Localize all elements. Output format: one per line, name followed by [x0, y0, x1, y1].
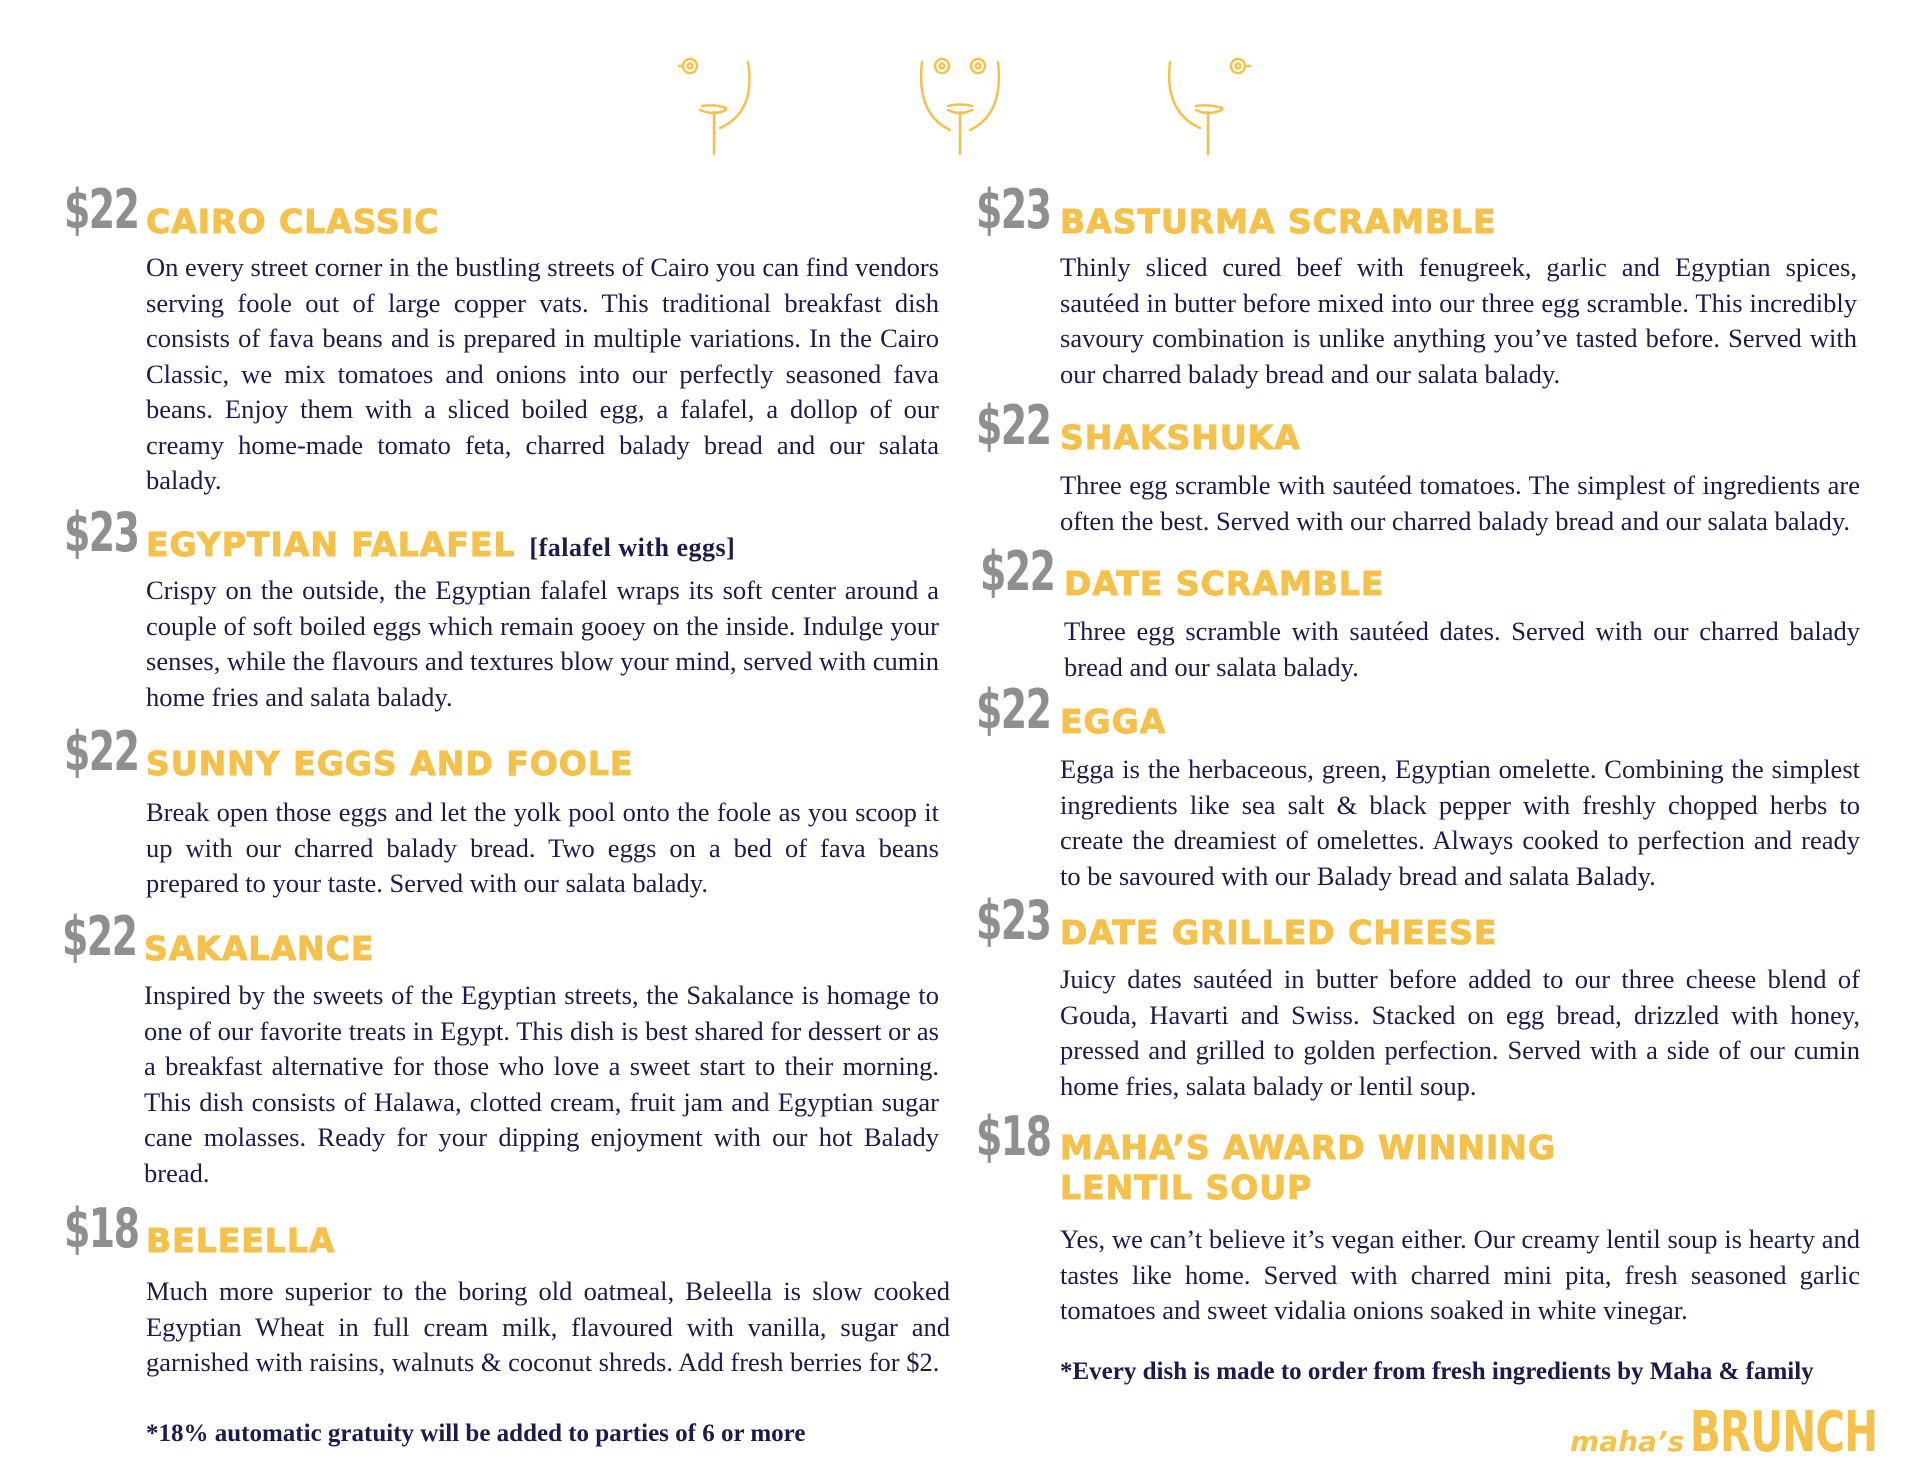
item-description: Three egg scramble with sautéed dates. Served with our charred balady bread and our salata balady.	[1064, 616, 1860, 682]
faces-logo-icon	[660, 44, 1260, 164]
item-price: $22	[64, 178, 139, 241]
item-description: Much more superior to the boring old oatmeal, Beleella is slow cooked Egyptian Wheat in full cream milk, flavoured with vanilla, sugar and garnished with raisins, walnuts & coconut shreds. Add fresh berries for $2.	[146, 1276, 950, 1377]
item-description: On every street corner in the bustling streets of Cairo you can find vendors serving foole out of large copper vats. This traditional breakfast dish consists of fava beans and is prepared in multiple variations. In the Cairo Classic, we mix tomatoes and onions into our perfectly seasoned fava beans. Enjoy them with a sliced boiled egg, a falafel, a dollop of our creamy home-made tomato feta, charred balady bread and our salata balady.	[146, 252, 939, 495]
brand-name: BRUNCH	[1690, 1400, 1878, 1465]
item-title-line2: LENTIL SOUP	[1060, 1168, 1313, 1207]
brand-prefix: maha’s	[1570, 1425, 1685, 1458]
brand-logo	[1570, 1400, 1878, 1465]
item-price: $23	[64, 501, 139, 564]
item-title: SAKALANCE	[144, 929, 375, 968]
item-title: EGYPTIAN FALAFEL	[146, 525, 516, 564]
item-price: $22	[976, 678, 1051, 741]
item-description: Inspired by the sweets of the Egyptian streets, the Sakalance is homage to one of our favorite treats in Egypt. This dish is best shared for dessert or as a breakfast alternative for those who love a sweet start to their morning. This dish consists of Halawa, clotted cream, fruit jam and Egyptian sugar cane molasses. Ready for your dipping enjoyment with our hot Balady bread.	[144, 980, 939, 1188]
item-title: MAHA’S AWARD WINNING	[1060, 1128, 1557, 1167]
item-title: DATE SCRAMBLE	[1064, 564, 1385, 603]
item-price: $22	[64, 720, 139, 783]
item-title: BELEELLA	[146, 1221, 336, 1260]
item-title: DATE GRILLED CHEESE	[1060, 913, 1498, 952]
item-price: $18	[976, 1105, 1051, 1168]
item-price: $18	[64, 1197, 139, 1260]
item-title: BASTURMA SCRAMBLE	[1060, 202, 1497, 241]
fresh-ingredients-note: *Every dish is made to order from fresh ingredients by Maha & family	[1060, 1358, 1814, 1385]
item-price: $22	[976, 394, 1051, 457]
item-description: Juicy dates sautéed in butter before added to our three cheese blend of Gouda, Havarti and Swiss. Stacked on egg bread, drizzled with honey, pressed and grilled to golden perfection. Served with a side of our cumin home fries, salata balady or lentil soup.	[1060, 964, 1860, 1101]
item-description: Yes, we can’t believe it’s vegan either. Our creamy lentil soup is hearty and tastes like home. Served with charred mini pita, fresh seasoned garlic tomatoes and sweet vidalia onions soaked in white vinegar.	[1060, 1224, 1860, 1325]
item-title: SHAKSHUKA	[1060, 418, 1301, 457]
item-price: $23	[976, 178, 1051, 241]
gratuity-note: *18% automatic gratuity will be added to parties of 6 or more	[146, 1420, 806, 1447]
item-description: Break open those eggs and let the yolk pool onto the foole as you scoop it up with our charred balady bread. Two eggs on a bed of fava beans prepared to your taste. Served with our salata balady.	[146, 797, 939, 898]
item-description: Crispy on the outside, the Egyptian falafel wraps its soft center around a couple of soft boiled eggs which remain gooey on the inside. Indulge your senses, while the flavours and textures blow your mind, served with cumin home fries and salata balady.	[146, 575, 939, 712]
item-price: $22	[980, 540, 1055, 603]
item-title: CAIRO CLASSIC	[146, 202, 440, 241]
item-description: Three egg scramble with sautéed tomatoes. The simplest of ingredients are often the best. Served with our charred balady bread and our salata balady.	[1060, 470, 1860, 536]
item-title-row	[146, 525, 735, 568]
item-subtitle: [falafel with eggs]	[529, 533, 736, 562]
item-price: $22	[62, 905, 137, 968]
item-title: SUNNY EGGS AND FOOLE	[146, 744, 634, 783]
item-description: Egga is the herbaceous, green, Egyptian omelette. Combining the simplest ingredients like sea salt & black pepper with freshly chopped herbs to create the dreamiest of omelettes. Always cooked to perfection and ready to be savoured with our Balady bread and salata Balady.	[1060, 754, 1860, 891]
item-description: Thinly sliced cured beef with fenugreek, garlic and Egyptian spices, sautéed in butter before mixed into our three egg scramble. This incredibly savoury combination is unlike anything you’ve tasted before. Served with our charred balady bread and our salata balady.	[1060, 252, 1857, 389]
item-title: EGGA	[1060, 702, 1167, 741]
item-price: $23	[976, 889, 1051, 952]
